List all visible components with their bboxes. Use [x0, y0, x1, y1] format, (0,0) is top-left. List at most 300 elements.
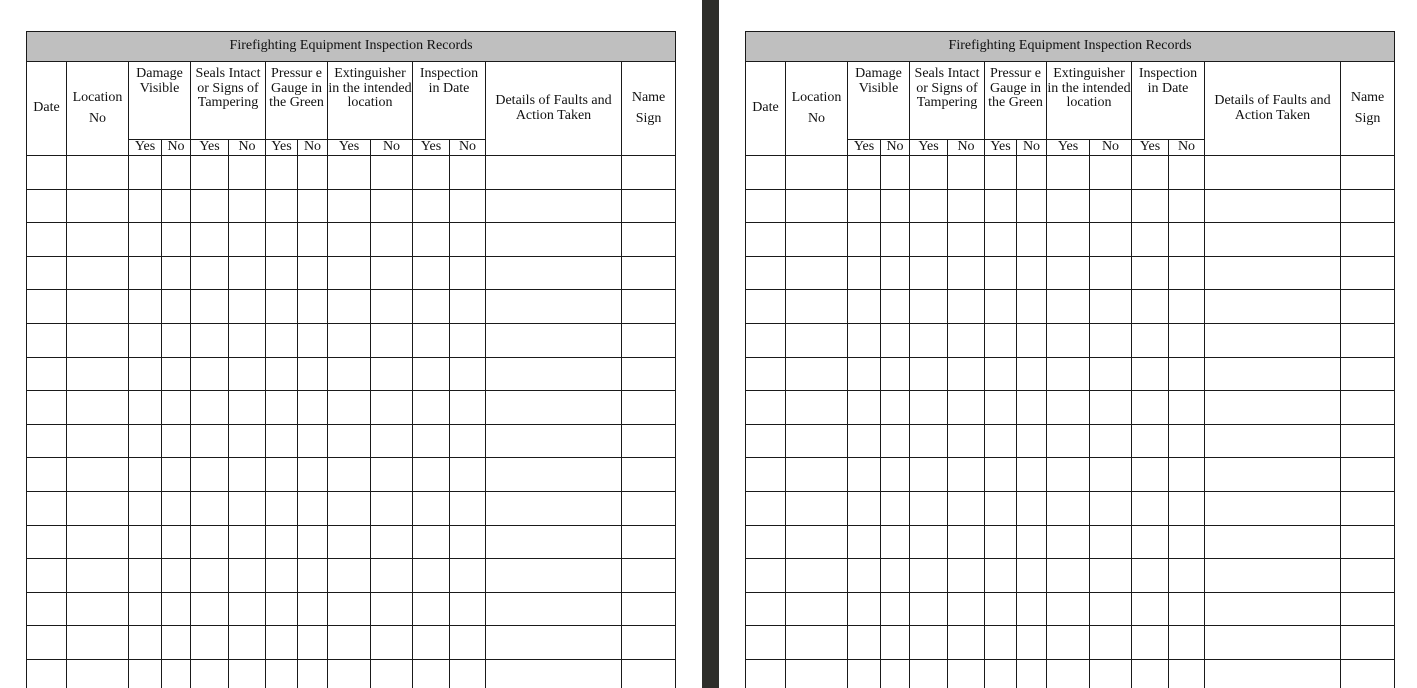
inspection-no-cell[interactable]	[450, 525, 486, 559]
damage-yes-cell[interactable]	[848, 626, 881, 660]
extinguisher-no-cell[interactable]	[1090, 156, 1132, 190]
name-sign-cell[interactable]	[1341, 659, 1395, 688]
extinguisher-yes-cell[interactable]	[1047, 491, 1090, 525]
name-sign-cell[interactable]	[622, 323, 676, 357]
extinguisher-no-cell[interactable]	[1090, 626, 1132, 660]
inspection-no-cell[interactable]	[450, 559, 486, 593]
date-cell[interactable]	[746, 424, 786, 458]
inspection-yes-cell[interactable]	[1132, 290, 1169, 324]
inspection-yes-cell[interactable]	[1132, 357, 1169, 391]
name-sign-cell[interactable]	[1341, 458, 1395, 492]
date-cell[interactable]	[27, 156, 67, 190]
inspection-yes-cell[interactable]	[1132, 391, 1169, 425]
seals-yes-cell[interactable]	[191, 256, 229, 290]
location-cell[interactable]	[786, 189, 848, 223]
seals-yes-cell[interactable]	[191, 559, 229, 593]
location-cell[interactable]	[67, 323, 129, 357]
extinguisher-yes-cell[interactable]	[328, 189, 371, 223]
extinguisher-no-cell[interactable]	[1090, 357, 1132, 391]
damage-yes-cell[interactable]	[129, 290, 162, 324]
pressure-no-cell[interactable]	[298, 223, 328, 257]
seals-no-cell[interactable]	[948, 323, 985, 357]
pressure-no-cell[interactable]	[298, 256, 328, 290]
details-cell[interactable]	[486, 491, 622, 525]
name-sign-cell[interactable]	[1341, 189, 1395, 223]
pressure-yes-cell[interactable]	[985, 323, 1017, 357]
seals-no-cell[interactable]	[229, 223, 266, 257]
details-cell[interactable]	[486, 424, 622, 458]
pressure-no-cell[interactable]	[298, 626, 328, 660]
pressure-no-cell[interactable]	[1017, 491, 1047, 525]
date-cell[interactable]	[746, 290, 786, 324]
details-cell[interactable]	[486, 592, 622, 626]
details-cell[interactable]	[1205, 424, 1341, 458]
name-sign-cell[interactable]	[1341, 357, 1395, 391]
inspection-no-cell[interactable]	[1169, 458, 1205, 492]
seals-no-cell[interactable]	[948, 458, 985, 492]
details-cell[interactable]	[1205, 290, 1341, 324]
inspection-yes-cell[interactable]	[413, 559, 450, 593]
seals-no-cell[interactable]	[229, 189, 266, 223]
pressure-no-cell[interactable]	[298, 559, 328, 593]
name-sign-cell[interactable]	[1341, 592, 1395, 626]
seals-yes-cell[interactable]	[910, 290, 948, 324]
pressure-yes-cell[interactable]	[266, 391, 298, 425]
pressure-yes-cell[interactable]	[985, 424, 1017, 458]
pressure-yes-cell[interactable]	[266, 156, 298, 190]
pressure-yes-cell[interactable]	[985, 559, 1017, 593]
damage-no-cell[interactable]	[162, 525, 191, 559]
date-cell[interactable]	[746, 626, 786, 660]
date-cell[interactable]	[27, 323, 67, 357]
details-cell[interactable]	[486, 189, 622, 223]
pressure-yes-cell[interactable]	[985, 156, 1017, 190]
damage-no-cell[interactable]	[881, 391, 910, 425]
name-sign-cell[interactable]	[622, 559, 676, 593]
location-cell[interactable]	[67, 592, 129, 626]
inspection-yes-cell[interactable]	[413, 391, 450, 425]
pressure-yes-cell[interactable]	[266, 458, 298, 492]
damage-no-cell[interactable]	[162, 391, 191, 425]
pressure-no-cell[interactable]	[1017, 424, 1047, 458]
details-cell[interactable]	[1205, 156, 1341, 190]
extinguisher-no-cell[interactable]	[371, 256, 413, 290]
pressure-no-cell[interactable]	[1017, 458, 1047, 492]
date-cell[interactable]	[746, 592, 786, 626]
inspection-no-cell[interactable]	[1169, 256, 1205, 290]
pressure-no-cell[interactable]	[1017, 323, 1047, 357]
date-cell[interactable]	[746, 559, 786, 593]
inspection-yes-cell[interactable]	[413, 525, 450, 559]
location-cell[interactable]	[786, 491, 848, 525]
seals-no-cell[interactable]	[229, 256, 266, 290]
pressure-yes-cell[interactable]	[985, 659, 1017, 688]
date-cell[interactable]	[27, 458, 67, 492]
seals-no-cell[interactable]	[229, 357, 266, 391]
location-cell[interactable]	[67, 156, 129, 190]
extinguisher-no-cell[interactable]	[371, 525, 413, 559]
damage-no-cell[interactable]	[162, 223, 191, 257]
seals-yes-cell[interactable]	[191, 290, 229, 324]
details-cell[interactable]	[486, 659, 622, 688]
inspection-no-cell[interactable]	[1169, 357, 1205, 391]
name-sign-cell[interactable]	[622, 659, 676, 688]
details-cell[interactable]	[1205, 458, 1341, 492]
extinguisher-yes-cell[interactable]	[1047, 256, 1090, 290]
pressure-yes-cell[interactable]	[985, 256, 1017, 290]
inspection-no-cell[interactable]	[1169, 189, 1205, 223]
name-sign-cell[interactable]	[1341, 323, 1395, 357]
pressure-yes-cell[interactable]	[266, 424, 298, 458]
seals-no-cell[interactable]	[229, 559, 266, 593]
extinguisher-no-cell[interactable]	[1090, 223, 1132, 257]
pressure-no-cell[interactable]	[1017, 357, 1047, 391]
seals-yes-cell[interactable]	[910, 256, 948, 290]
pressure-yes-cell[interactable]	[266, 290, 298, 324]
details-cell[interactable]	[486, 559, 622, 593]
damage-yes-cell[interactable]	[129, 458, 162, 492]
details-cell[interactable]	[486, 357, 622, 391]
location-cell[interactable]	[67, 559, 129, 593]
extinguisher-yes-cell[interactable]	[328, 290, 371, 324]
extinguisher-yes-cell[interactable]	[328, 323, 371, 357]
pressure-no-cell[interactable]	[1017, 189, 1047, 223]
inspection-no-cell[interactable]	[1169, 323, 1205, 357]
inspection-yes-cell[interactable]	[1132, 592, 1169, 626]
extinguisher-yes-cell[interactable]	[328, 458, 371, 492]
damage-no-cell[interactable]	[881, 659, 910, 688]
name-sign-cell[interactable]	[622, 626, 676, 660]
damage-no-cell[interactable]	[881, 290, 910, 324]
inspection-yes-cell[interactable]	[413, 256, 450, 290]
damage-yes-cell[interactable]	[129, 559, 162, 593]
pressure-no-cell[interactable]	[1017, 223, 1047, 257]
extinguisher-yes-cell[interactable]	[1047, 659, 1090, 688]
seals-yes-cell[interactable]	[910, 424, 948, 458]
inspection-yes-cell[interactable]	[1132, 256, 1169, 290]
damage-yes-cell[interactable]	[848, 256, 881, 290]
name-sign-cell[interactable]	[622, 592, 676, 626]
inspection-no-cell[interactable]	[450, 189, 486, 223]
seals-no-cell[interactable]	[229, 424, 266, 458]
seals-no-cell[interactable]	[948, 424, 985, 458]
seals-no-cell[interactable]	[229, 525, 266, 559]
inspection-no-cell[interactable]	[1169, 424, 1205, 458]
date-cell[interactable]	[746, 391, 786, 425]
pressure-yes-cell[interactable]	[266, 525, 298, 559]
extinguisher-no-cell[interactable]	[1090, 256, 1132, 290]
inspection-yes-cell[interactable]	[413, 189, 450, 223]
extinguisher-no-cell[interactable]	[1090, 559, 1132, 593]
name-sign-cell[interactable]	[622, 424, 676, 458]
location-cell[interactable]	[67, 626, 129, 660]
damage-yes-cell[interactable]	[129, 525, 162, 559]
pressure-no-cell[interactable]	[1017, 156, 1047, 190]
seals-no-cell[interactable]	[948, 491, 985, 525]
pressure-no-cell[interactable]	[1017, 559, 1047, 593]
pressure-yes-cell[interactable]	[985, 491, 1017, 525]
pressure-no-cell[interactable]	[1017, 592, 1047, 626]
extinguisher-no-cell[interactable]	[371, 223, 413, 257]
seals-no-cell[interactable]	[948, 156, 985, 190]
extinguisher-yes-cell[interactable]	[1047, 223, 1090, 257]
name-sign-cell[interactable]	[622, 290, 676, 324]
seals-no-cell[interactable]	[948, 659, 985, 688]
extinguisher-yes-cell[interactable]	[328, 156, 371, 190]
damage-no-cell[interactable]	[881, 525, 910, 559]
seals-yes-cell[interactable]	[191, 189, 229, 223]
damage-yes-cell[interactable]	[848, 491, 881, 525]
inspection-no-cell[interactable]	[450, 323, 486, 357]
details-cell[interactable]	[1205, 391, 1341, 425]
inspection-no-cell[interactable]	[1169, 391, 1205, 425]
extinguisher-yes-cell[interactable]	[1047, 290, 1090, 324]
details-cell[interactable]	[486, 391, 622, 425]
extinguisher-yes-cell[interactable]	[328, 424, 371, 458]
pressure-no-cell[interactable]	[298, 323, 328, 357]
location-cell[interactable]	[786, 256, 848, 290]
seals-yes-cell[interactable]	[191, 223, 229, 257]
extinguisher-no-cell[interactable]	[1090, 491, 1132, 525]
location-cell[interactable]	[786, 626, 848, 660]
pressure-yes-cell[interactable]	[985, 458, 1017, 492]
name-sign-cell[interactable]	[622, 156, 676, 190]
pressure-yes-cell[interactable]	[985, 626, 1017, 660]
extinguisher-no-cell[interactable]	[371, 659, 413, 688]
extinguisher-yes-cell[interactable]	[1047, 592, 1090, 626]
inspection-no-cell[interactable]	[450, 223, 486, 257]
damage-no-cell[interactable]	[162, 491, 191, 525]
damage-no-cell[interactable]	[881, 491, 910, 525]
seals-yes-cell[interactable]	[191, 156, 229, 190]
pressure-yes-cell[interactable]	[985, 290, 1017, 324]
damage-yes-cell[interactable]	[848, 659, 881, 688]
location-cell[interactable]	[786, 424, 848, 458]
seals-no-cell[interactable]	[948, 626, 985, 660]
damage-yes-cell[interactable]	[848, 323, 881, 357]
seals-no-cell[interactable]	[229, 290, 266, 324]
seals-yes-cell[interactable]	[910, 357, 948, 391]
damage-no-cell[interactable]	[162, 559, 191, 593]
extinguisher-yes-cell[interactable]	[328, 659, 371, 688]
damage-no-cell[interactable]	[881, 424, 910, 458]
seals-yes-cell[interactable]	[910, 391, 948, 425]
extinguisher-yes-cell[interactable]	[1047, 156, 1090, 190]
damage-no-cell[interactable]	[881, 559, 910, 593]
pressure-yes-cell[interactable]	[266, 223, 298, 257]
damage-yes-cell[interactable]	[129, 491, 162, 525]
seals-yes-cell[interactable]	[910, 491, 948, 525]
pressure-yes-cell[interactable]	[985, 592, 1017, 626]
inspection-no-cell[interactable]	[1169, 525, 1205, 559]
damage-yes-cell[interactable]	[848, 357, 881, 391]
location-cell[interactable]	[786, 458, 848, 492]
seals-no-cell[interactable]	[948, 592, 985, 626]
extinguisher-no-cell[interactable]	[1090, 458, 1132, 492]
inspection-yes-cell[interactable]	[1132, 491, 1169, 525]
extinguisher-yes-cell[interactable]	[1047, 626, 1090, 660]
seals-yes-cell[interactable]	[910, 223, 948, 257]
date-cell[interactable]	[27, 290, 67, 324]
seals-yes-cell[interactable]	[191, 357, 229, 391]
pressure-no-cell[interactable]	[1017, 659, 1047, 688]
extinguisher-no-cell[interactable]	[371, 323, 413, 357]
name-sign-cell[interactable]	[1341, 424, 1395, 458]
date-cell[interactable]	[27, 189, 67, 223]
location-cell[interactable]	[786, 156, 848, 190]
inspection-yes-cell[interactable]	[1132, 223, 1169, 257]
date-cell[interactable]	[27, 357, 67, 391]
damage-yes-cell[interactable]	[129, 323, 162, 357]
seals-yes-cell[interactable]	[191, 525, 229, 559]
extinguisher-no-cell[interactable]	[1090, 391, 1132, 425]
damage-no-cell[interactable]	[162, 189, 191, 223]
inspection-yes-cell[interactable]	[1132, 559, 1169, 593]
extinguisher-yes-cell[interactable]	[1047, 559, 1090, 593]
location-cell[interactable]	[786, 223, 848, 257]
inspection-yes-cell[interactable]	[1132, 458, 1169, 492]
location-cell[interactable]	[786, 357, 848, 391]
location-cell[interactable]	[786, 290, 848, 324]
damage-yes-cell[interactable]	[848, 223, 881, 257]
seals-no-cell[interactable]	[229, 156, 266, 190]
pressure-yes-cell[interactable]	[266, 491, 298, 525]
details-cell[interactable]	[1205, 626, 1341, 660]
inspection-no-cell[interactable]	[450, 424, 486, 458]
name-sign-cell[interactable]	[622, 256, 676, 290]
name-sign-cell[interactable]	[622, 357, 676, 391]
pressure-no-cell[interactable]	[1017, 290, 1047, 324]
location-cell[interactable]	[67, 357, 129, 391]
name-sign-cell[interactable]	[622, 491, 676, 525]
pressure-no-cell[interactable]	[1017, 525, 1047, 559]
inspection-no-cell[interactable]	[450, 256, 486, 290]
seals-no-cell[interactable]	[948, 357, 985, 391]
extinguisher-yes-cell[interactable]	[328, 491, 371, 525]
inspection-yes-cell[interactable]	[413, 626, 450, 660]
damage-no-cell[interactable]	[162, 290, 191, 324]
date-cell[interactable]	[746, 659, 786, 688]
date-cell[interactable]	[27, 391, 67, 425]
details-cell[interactable]	[486, 223, 622, 257]
extinguisher-yes-cell[interactable]	[1047, 391, 1090, 425]
damage-no-cell[interactable]	[162, 357, 191, 391]
location-cell[interactable]	[67, 525, 129, 559]
location-cell[interactable]	[786, 592, 848, 626]
extinguisher-no-cell[interactable]	[371, 424, 413, 458]
inspection-no-cell[interactable]	[450, 290, 486, 324]
inspection-yes-cell[interactable]	[413, 156, 450, 190]
name-sign-cell[interactable]	[622, 458, 676, 492]
damage-no-cell[interactable]	[162, 626, 191, 660]
details-cell[interactable]	[486, 156, 622, 190]
damage-yes-cell[interactable]	[129, 156, 162, 190]
pressure-no-cell[interactable]	[298, 424, 328, 458]
location-cell[interactable]	[67, 491, 129, 525]
damage-yes-cell[interactable]	[848, 391, 881, 425]
name-sign-cell[interactable]	[1341, 391, 1395, 425]
damage-yes-cell[interactable]	[129, 659, 162, 688]
seals-no-cell[interactable]	[229, 659, 266, 688]
seals-yes-cell[interactable]	[191, 424, 229, 458]
seals-yes-cell[interactable]	[910, 559, 948, 593]
damage-no-cell[interactable]	[881, 626, 910, 660]
details-cell[interactable]	[1205, 559, 1341, 593]
extinguisher-yes-cell[interactable]	[328, 256, 371, 290]
extinguisher-yes-cell[interactable]	[328, 357, 371, 391]
date-cell[interactable]	[27, 491, 67, 525]
name-sign-cell[interactable]	[1341, 525, 1395, 559]
damage-no-cell[interactable]	[162, 458, 191, 492]
details-cell[interactable]	[1205, 189, 1341, 223]
inspection-no-cell[interactable]	[1169, 659, 1205, 688]
pressure-yes-cell[interactable]	[266, 189, 298, 223]
pressure-yes-cell[interactable]	[266, 323, 298, 357]
inspection-no-cell[interactable]	[1169, 626, 1205, 660]
location-cell[interactable]	[786, 391, 848, 425]
details-cell[interactable]	[486, 323, 622, 357]
details-cell[interactable]	[1205, 592, 1341, 626]
extinguisher-no-cell[interactable]	[371, 592, 413, 626]
damage-yes-cell[interactable]	[848, 592, 881, 626]
details-cell[interactable]	[1205, 659, 1341, 688]
damage-yes-cell[interactable]	[129, 256, 162, 290]
extinguisher-no-cell[interactable]	[371, 559, 413, 593]
damage-yes-cell[interactable]	[848, 424, 881, 458]
seals-yes-cell[interactable]	[191, 323, 229, 357]
damage-no-cell[interactable]	[162, 659, 191, 688]
extinguisher-no-cell[interactable]	[371, 626, 413, 660]
inspection-yes-cell[interactable]	[413, 659, 450, 688]
seals-no-cell[interactable]	[229, 323, 266, 357]
seals-yes-cell[interactable]	[910, 525, 948, 559]
seals-yes-cell[interactable]	[910, 592, 948, 626]
damage-yes-cell[interactable]	[848, 525, 881, 559]
date-cell[interactable]	[746, 525, 786, 559]
extinguisher-no-cell[interactable]	[371, 391, 413, 425]
seals-no-cell[interactable]	[229, 592, 266, 626]
pressure-no-cell[interactable]	[298, 357, 328, 391]
inspection-yes-cell[interactable]	[413, 290, 450, 324]
seals-no-cell[interactable]	[948, 189, 985, 223]
extinguisher-yes-cell[interactable]	[1047, 323, 1090, 357]
details-cell[interactable]	[486, 290, 622, 324]
inspection-yes-cell[interactable]	[413, 458, 450, 492]
details-cell[interactable]	[486, 626, 622, 660]
seals-no-cell[interactable]	[948, 256, 985, 290]
pressure-yes-cell[interactable]	[266, 626, 298, 660]
name-sign-cell[interactable]	[1341, 223, 1395, 257]
pressure-yes-cell[interactable]	[985, 357, 1017, 391]
date-cell[interactable]	[27, 256, 67, 290]
damage-yes-cell[interactable]	[129, 223, 162, 257]
name-sign-cell[interactable]	[622, 223, 676, 257]
name-sign-cell[interactable]	[1341, 626, 1395, 660]
extinguisher-no-cell[interactable]	[371, 189, 413, 223]
inspection-yes-cell[interactable]	[1132, 424, 1169, 458]
details-cell[interactable]	[1205, 525, 1341, 559]
extinguisher-yes-cell[interactable]	[328, 626, 371, 660]
details-cell[interactable]	[486, 256, 622, 290]
extinguisher-yes-cell[interactable]	[1047, 458, 1090, 492]
name-sign-cell[interactable]	[1341, 559, 1395, 593]
location-cell[interactable]	[67, 290, 129, 324]
damage-yes-cell[interactable]	[848, 458, 881, 492]
name-sign-cell[interactable]	[622, 391, 676, 425]
damage-yes-cell[interactable]	[848, 559, 881, 593]
details-cell[interactable]	[1205, 256, 1341, 290]
damage-yes-cell[interactable]	[848, 156, 881, 190]
